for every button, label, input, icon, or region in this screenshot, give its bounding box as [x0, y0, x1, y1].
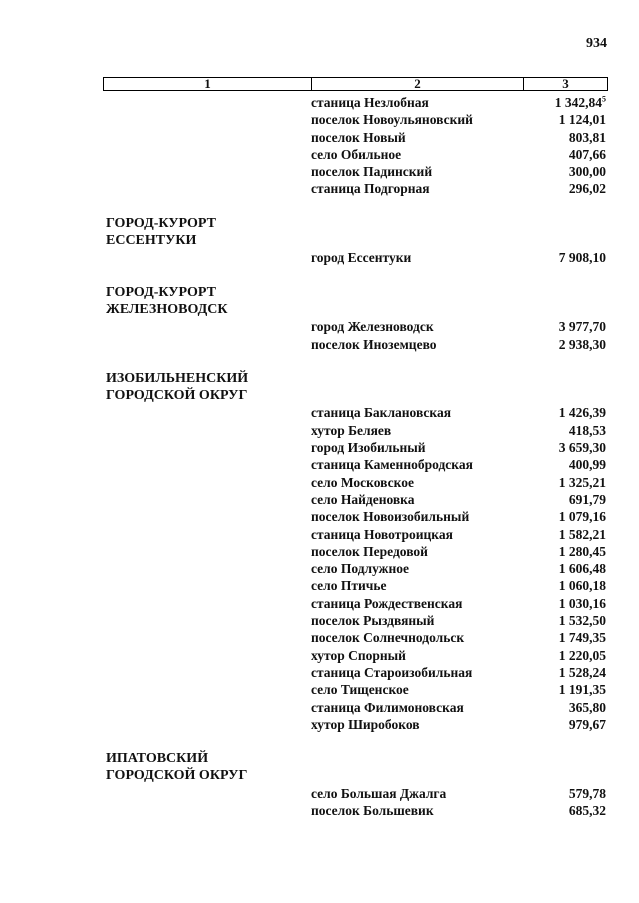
- district-cell: [106, 163, 311, 180]
- area-value: [531, 180, 606, 197]
- district-cell: [106, 111, 311, 128]
- table-row: [106, 336, 606, 353]
- table-row: [106, 664, 606, 681]
- settlement-name: город Ессентуки: [311, 250, 412, 266]
- area-value: [531, 716, 606, 733]
- area-value: [531, 595, 606, 612]
- table-row: [106, 699, 606, 716]
- table-row: [106, 629, 606, 646]
- table-row: [106, 94, 606, 111]
- area-value-text: 1 030,16: [558, 595, 606, 611]
- settlement-name: село Московское: [311, 474, 414, 490]
- settlement-name: село Большая Джалга: [311, 785, 447, 801]
- table-row: [106, 577, 606, 594]
- district-cell: [106, 491, 311, 508]
- district-cell: [106, 785, 311, 802]
- settlement-name: село Обильное: [311, 146, 402, 162]
- area-value: [531, 336, 606, 353]
- area-value: [531, 404, 606, 421]
- table-row: [106, 439, 606, 456]
- table-row: [106, 802, 606, 819]
- area-value-text: 296,02: [568, 181, 606, 197]
- district-cell: [106, 180, 311, 197]
- area-value: [531, 474, 606, 491]
- district-heading: ГОРОДСКОЙ ОКРУГ: [106, 388, 248, 404]
- area-value-text: 1 124,01: [558, 112, 606, 128]
- table-row: [106, 716, 606, 733]
- area-value: [531, 439, 606, 456]
- area-value: [531, 508, 606, 525]
- area-value-text: 407,66: [568, 146, 606, 162]
- settlement-name: село Птичье: [311, 578, 387, 594]
- district-cell: [106, 526, 311, 543]
- area-value-text: 1 060,18: [558, 578, 606, 594]
- district-heading: ЕССЕНТУКИ: [106, 233, 197, 249]
- district-cell: [106, 422, 311, 439]
- table-row: [106, 318, 606, 335]
- area-value: [531, 526, 606, 543]
- table-row: [106, 180, 606, 197]
- block-spacer: [106, 267, 606, 284]
- district-cell: [106, 664, 311, 681]
- table-row: [106, 404, 606, 421]
- block-spacer: [106, 353, 606, 370]
- settlement-name: село Найденовка: [311, 491, 415, 507]
- settlement-name: поселок Иноземцево: [311, 336, 437, 352]
- district-cell: [106, 595, 311, 612]
- district-cell: [106, 474, 311, 491]
- table-row: [106, 491, 606, 508]
- settlement-name: станица Новотроицкая: [311, 526, 453, 542]
- settlement-name: хутор Беляев: [311, 422, 392, 438]
- settlement-name: село Тищенское: [311, 682, 409, 698]
- settlement-name: поселок Новоизобильный: [311, 509, 470, 525]
- table-row: [106, 647, 606, 664]
- settlement-name: поселок Падинский: [311, 164, 433, 180]
- district-cell: [106, 129, 311, 146]
- settlement-name: поселок Большевик: [311, 802, 434, 818]
- settlement-name: хутор Широбоков: [311, 716, 420, 732]
- header-col-2: 2: [312, 78, 524, 90]
- district-heading: ЖЕЛЕЗНОВОДСК: [106, 301, 228, 317]
- district-cell: [106, 716, 311, 733]
- area-value-text: 579,78: [568, 785, 606, 801]
- table-body: [106, 94, 606, 819]
- settlement-name: село Подлужное: [311, 561, 409, 577]
- area-value: [531, 111, 606, 128]
- area-value-text: 1 191,35: [558, 682, 606, 698]
- district-cell: [106, 647, 311, 664]
- table-row: [106, 508, 606, 525]
- area-value: [531, 629, 606, 646]
- area-value-text: 365,80: [568, 699, 606, 715]
- area-value-text: 1 342,84: [554, 95, 602, 110]
- settlement-name: город Железноводск: [311, 319, 434, 335]
- area-value: [531, 491, 606, 508]
- district-cell: [106, 699, 311, 716]
- area-value: [531, 664, 606, 681]
- district-cell: [106, 94, 311, 111]
- area-value: [531, 577, 606, 594]
- table-row: [106, 129, 606, 146]
- area-value: [531, 612, 606, 629]
- settlement-name: хутор Спорный: [311, 647, 406, 663]
- area-value: [531, 681, 606, 698]
- area-value-text: 979,67: [568, 716, 606, 732]
- area-value: [531, 456, 606, 473]
- district-cell: [106, 577, 311, 594]
- area-value-text: 1 606,48: [558, 561, 606, 577]
- district-cell: [106, 439, 311, 456]
- table-header: [103, 77, 608, 91]
- area-value-text: 1 220,05: [558, 647, 606, 663]
- block-spacer: [106, 198, 606, 215]
- area-value: [531, 146, 606, 163]
- settlement-name: станица Незлобная: [311, 95, 429, 110]
- district-cell: [106, 456, 311, 473]
- area-value-text: 1 749,35: [558, 630, 606, 646]
- settlement-name: станица Подгорная: [311, 181, 430, 197]
- district-cell: [106, 681, 311, 698]
- settlement-name: станица Рождественская: [311, 595, 463, 611]
- district-cell: [106, 336, 311, 353]
- district-heading: ГОРОД-КУРОРТ: [106, 215, 216, 231]
- district-cell: [106, 629, 311, 646]
- area-value-text: 1 582,21: [558, 526, 606, 542]
- table-row: [106, 560, 606, 577]
- area-value-text: 803,81: [568, 129, 606, 145]
- page-number: 934: [586, 36, 607, 51]
- area-value-text: 1 325,21: [558, 474, 606, 490]
- area-value: [531, 94, 606, 111]
- area-value: [531, 422, 606, 439]
- district-cell: [106, 612, 311, 629]
- district-heading: ИПАТОВСКИЙ: [106, 751, 209, 767]
- table-row: [106, 163, 606, 180]
- area-value-text: 1 426,39: [558, 405, 606, 421]
- district-heading: ГОРОД-КУРОРТ: [106, 284, 216, 300]
- area-value-text: 3 977,70: [558, 319, 606, 335]
- area-value-text: 7 908,10: [558, 250, 606, 266]
- table-row: [106, 595, 606, 612]
- area-value-text: 300,00: [568, 164, 606, 180]
- district-cell: [106, 560, 311, 577]
- table-row: [106, 422, 606, 439]
- settlement-name: поселок Рыздвяный: [311, 613, 435, 629]
- district-cell: [106, 543, 311, 560]
- area-value-text: 2 938,30: [558, 336, 606, 352]
- area-value-text: 1 079,16: [558, 509, 606, 525]
- settlement-name: город Изобильный: [311, 440, 426, 456]
- settlement-name: станица Староизобильная: [311, 664, 473, 680]
- area-value-text: 400,99: [568, 457, 606, 473]
- district-cell: [106, 802, 311, 819]
- area-value-text: 1 280,45: [558, 543, 606, 559]
- table-row: [106, 111, 606, 128]
- area-value: [531, 785, 606, 802]
- area-value-text: 691,79: [568, 491, 606, 507]
- settlement-name: поселок Солнечнодольск: [311, 630, 465, 646]
- table-row: [106, 681, 606, 698]
- table-row: [106, 474, 606, 491]
- area-value-text: 418,53: [568, 422, 606, 438]
- table-row: [106, 456, 606, 473]
- area-value: [531, 647, 606, 664]
- area-value-text: 1 528,24: [558, 664, 606, 680]
- area-value: [531, 543, 606, 560]
- table-row: [106, 543, 606, 560]
- settlement-name: станица Каменнобродская: [311, 457, 473, 473]
- settlement-name: поселок Новый: [311, 129, 406, 145]
- area-value: [531, 129, 606, 146]
- table-row: [106, 612, 606, 629]
- district-cell: [106, 249, 311, 266]
- header-col-1: 1: [104, 78, 312, 90]
- table-row: [106, 526, 606, 543]
- area-value: [531, 802, 606, 819]
- area-value-text: 685,32: [568, 802, 606, 818]
- table-row: [106, 785, 606, 802]
- district-cell: [106, 404, 311, 421]
- area-value-text: 3 659,30: [558, 440, 606, 456]
- block-spacer: [106, 733, 606, 750]
- district-cell: [106, 508, 311, 525]
- district-cell: [106, 146, 311, 163]
- area-value: [531, 560, 606, 577]
- header-col-3: 3: [562, 76, 569, 91]
- area-value: [531, 163, 606, 180]
- settlement-name: поселок Новоульяновский: [311, 112, 473, 128]
- area-value: [531, 318, 606, 335]
- district-cell: [106, 318, 311, 335]
- area-value-text: 1 532,50: [558, 613, 606, 629]
- settlement-name: станица Филимоновская: [311, 699, 464, 715]
- footnote-marker: 5: [602, 94, 606, 104]
- area-value: [531, 699, 606, 716]
- settlement-name: поселок Передовой: [311, 543, 428, 559]
- area-value: [531, 249, 606, 266]
- district-heading: ГОРОДСКОЙ ОКРУГ: [106, 768, 248, 784]
- table-row: [106, 146, 606, 163]
- district-heading: ИЗОБИЛЬНЕНСКИЙ: [106, 370, 249, 386]
- table-row: [106, 249, 606, 266]
- settlement-name: станица Баклановская: [311, 405, 452, 421]
